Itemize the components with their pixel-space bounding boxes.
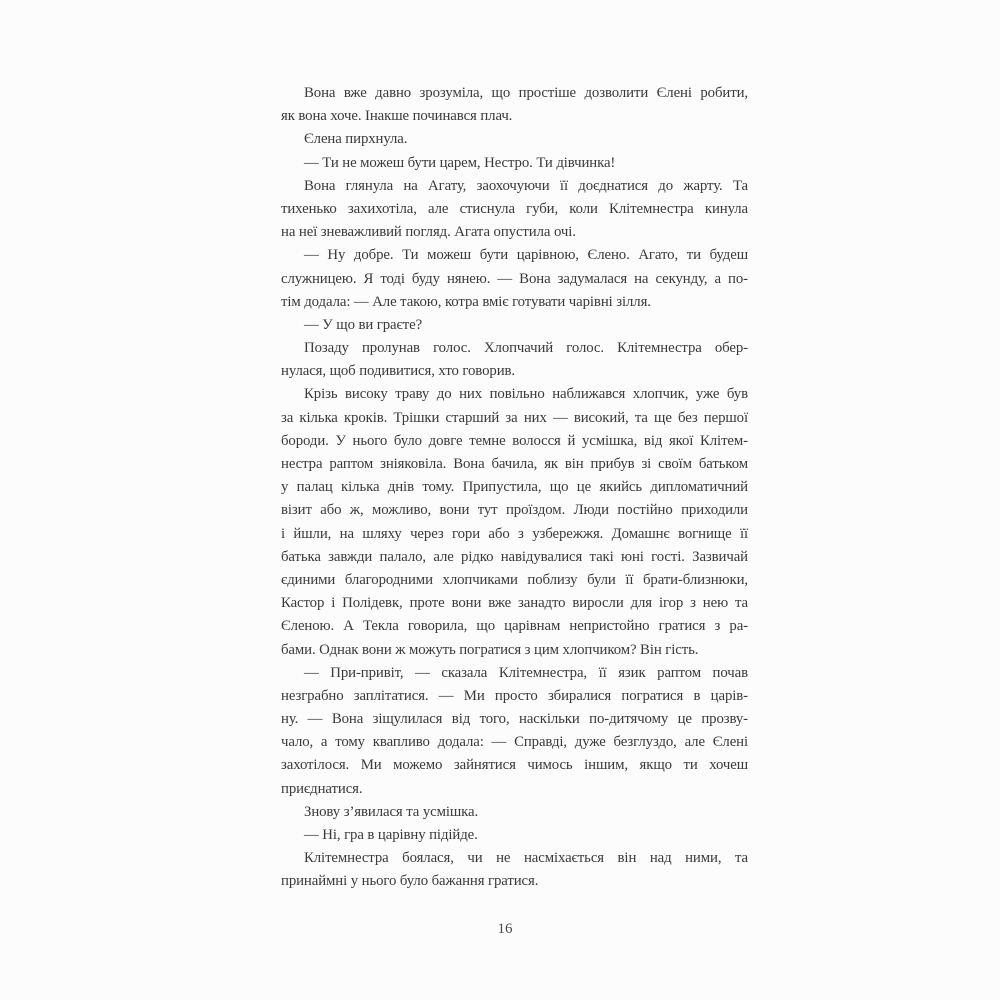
- text-line: приєднатися.: [281, 780, 363, 797]
- text-line: — У що ви граєте?: [304, 316, 423, 333]
- text-line: Вона глянула на Агату, заохочуючи її доєднатися до жарту. Та: [304, 177, 748, 194]
- text-line: тихенько захихотіла, але стиснула губи, коли Клітемнестра кинула: [281, 200, 748, 217]
- paragraph: [281, 847, 748, 893]
- text-line: — Ну добре. Ти можеш бути царівною, Єлено. Агато, ти будеш: [304, 247, 748, 264]
- paragraph: [281, 824, 748, 847]
- text-line: — При-привіт, — сказала Клітемнестра, її язик раптом почав: [304, 664, 748, 681]
- text-line: — Ні, гра в царівну підійде.: [304, 827, 478, 843]
- text-block: [281, 82, 748, 894]
- text-line: бами. Однак вони ж можуть погратися з цим хлопчиком? Він гість.: [281, 641, 699, 658]
- paragraph: [281, 383, 748, 661]
- paragraph: [281, 82, 748, 128]
- text-line: принаймні у нього було бажання гратися.: [281, 873, 539, 890]
- text-line: захотілося. Ми можемо зайнятися чимось іншим, якщо ти хочеш: [281, 757, 748, 774]
- paragraph: [281, 175, 748, 245]
- text-line: чало, а тому квапливо додала: — Справді, дуже безглуздо, але Єлені: [281, 734, 748, 751]
- paragraph: [281, 662, 748, 801]
- text-line: Кастор і Полідевк, проте вони вже занадто виросли для ігор з нею та: [281, 595, 748, 612]
- text-line: у палац кілька днів тому. Припустила, що це якийсь дипломатичний: [281, 479, 748, 496]
- text-line: Крізь високу траву до них повільно наближався хлопчик, уже був: [304, 386, 748, 403]
- text-line: Вона вже давно зрозуміла, що простіше дозволити Єлені робити,: [304, 85, 748, 101]
- text-line: на неї зневажливий погляд. Агата опустила очі.: [281, 224, 576, 241]
- text-line: Позаду пролунав голос. Хлопчачий голос. Клітемнестра обер-: [304, 340, 748, 357]
- text-line: служницею. Я тоді буду нянею. — Вона задумалася на секунду, а по-: [281, 270, 748, 287]
- page-number: 16: [497, 921, 513, 937]
- text-line: Клітемнестра боялася, чи не насміхається він над ними, та: [304, 850, 748, 867]
- text-line: ну. — Вона зіщулилася від того, наскільки по-дитячому це прозву-: [281, 711, 748, 728]
- text-line: нулася, щоб подивитися, хто говорив.: [281, 363, 515, 380]
- text-line: за кілька кроків. Трішки старший за них — високий, та ще без першої: [281, 409, 748, 426]
- text-line: батька завжди палало, але рідко навідувалися такі юні гості. Зазвичай: [281, 548, 748, 565]
- paragraph: [281, 128, 748, 151]
- text-line: нестра раптом зніяковіла. Вона бачила, як він прибув зі своїм батьком: [281, 456, 748, 472]
- text-line: тім додала: — Але такою, котра вміє готувати чарівні зілля.: [281, 293, 651, 310]
- text-line: і йшли, на шляху через гори або з узбережжя. Домашнє вогнище її: [281, 525, 748, 542]
- text-line: — Ти не можеш бути царем, Нестро. Ти дівчинка!: [304, 154, 616, 171]
- paragraph: [281, 152, 748, 175]
- paragraph: [281, 801, 748, 824]
- paragraph: [281, 314, 748, 337]
- paragraph: [281, 244, 748, 314]
- text-line: як вона хоче. Інакше починався плач.: [281, 108, 513, 125]
- text-line: Єлена пирхнула.: [304, 131, 408, 148]
- text-line: візит або ж, можливо, вони тут проїздом. Люди постійно приходили: [281, 502, 748, 519]
- text-line: Знову з’явилася та усмішка.: [304, 803, 479, 820]
- text-line: єдиними благородними хлопчиками поблизу були її брати-близнюки,: [281, 571, 748, 588]
- text-line: Єленою. А Текла говорила, що царівнам непристойно гратися з ра-: [281, 618, 748, 635]
- paragraph: [281, 337, 748, 383]
- text-line: бороди. У нього було довге темне волосся й усмішка, від якої Клітем-: [281, 432, 748, 449]
- text-line: незграбно заплітатися. — Ми просто збиралися погратися в царів-: [281, 687, 748, 704]
